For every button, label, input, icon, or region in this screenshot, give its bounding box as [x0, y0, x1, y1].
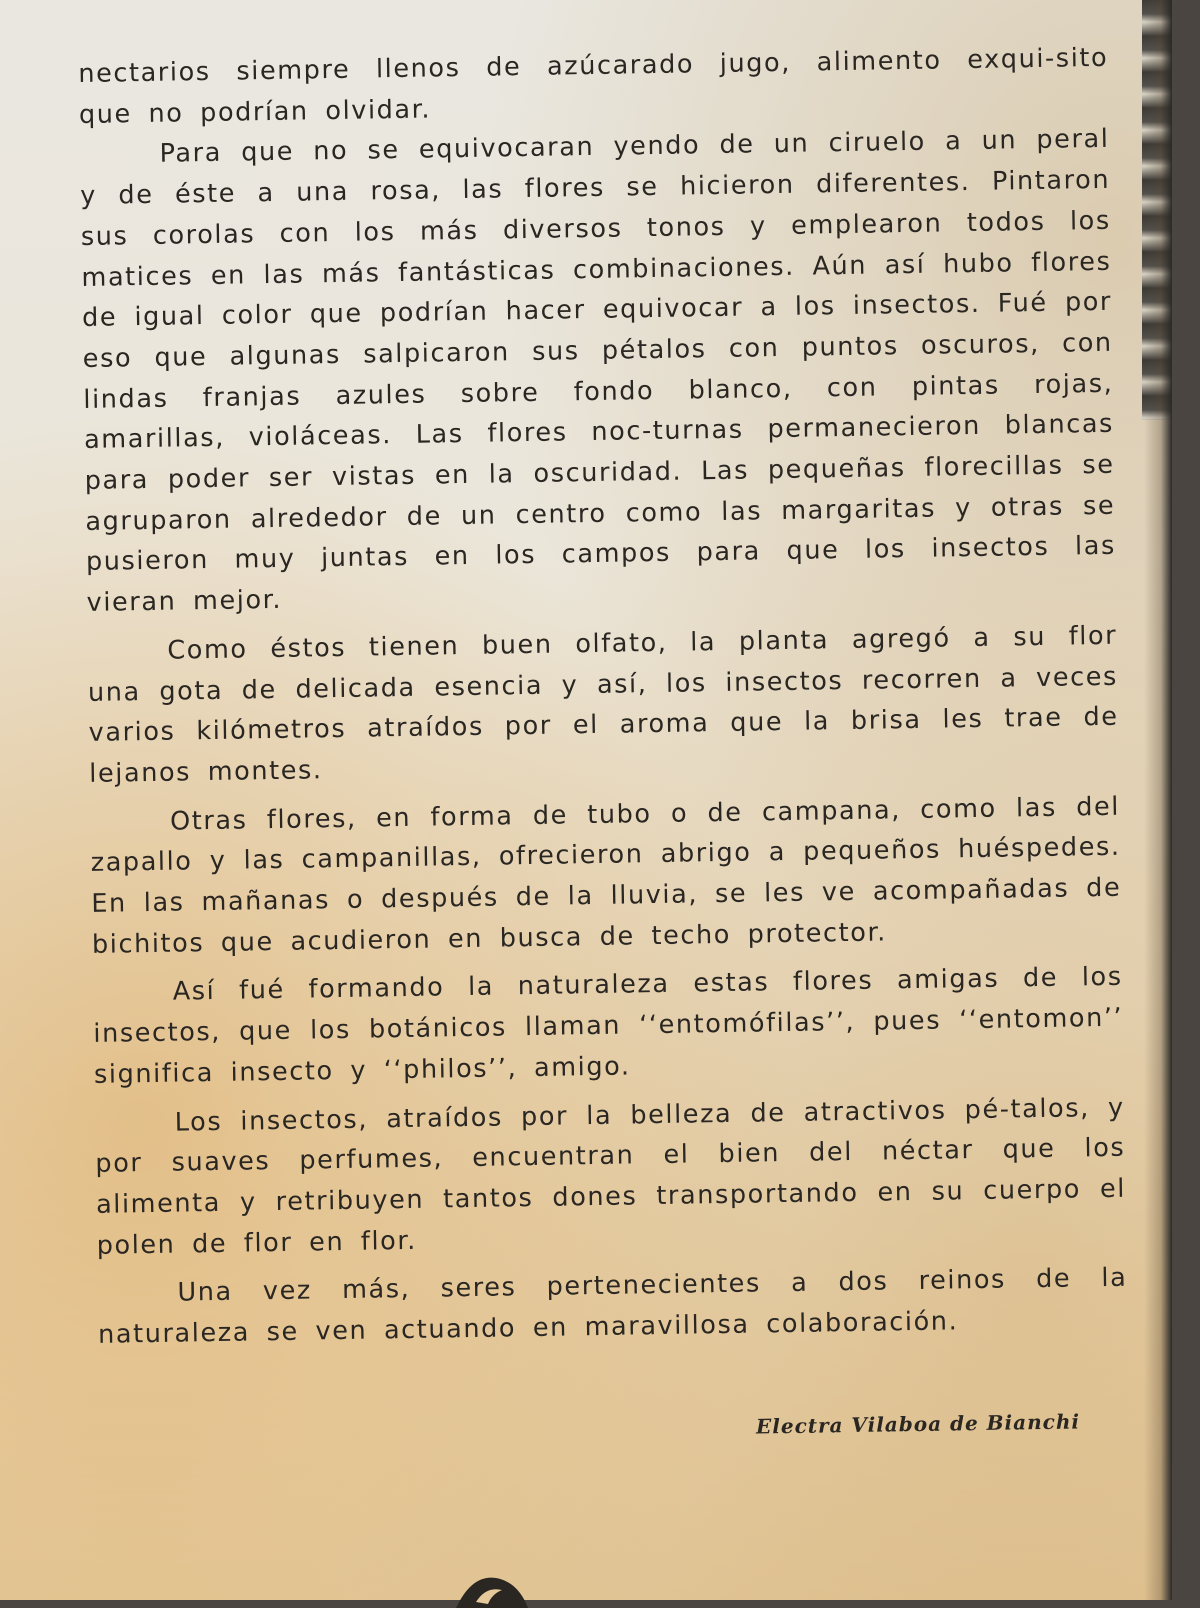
paragraph-2: Para que no se equivocaran yendo de un ciruelo a un peral y de éste a una rosa, las flores se hicieron diferentes. Pintaron sus corolas con los más diversos tonos y emplearon todos los matices en las más fantásticas combinaciones. Aún así hubo flores de igual color que podrían hacer equivocar a los insectos. Fué por eso que algunas salpicaron sus pétalos con puntos oscuros, con lindas franjas azules sobre fondo blanco, con pintas rojas, amarillas, violáceas. Las flores noc-turnas permanecieron blancas para poder ser vistas en la oscuridad. Las pequeñas florecillas se agruparon alrededor de un centro como las margaritas y otras se pusieron muy juntas en los campos para que los insectos las vieran mejor. [79, 124, 1117, 619]
paragraph-1: nectarios siempre llenos de azúcarado jugo, alimento exqui-sito que no podrían olvidar. [78, 42, 1109, 130]
paragraph-3: Como éstos tienen buen olfato, la planta agregó a su flor una gota de delicada esencia y así, los insectos recorren a veces varios kilómetros atraídos por el aroma que la brisa les trae de lejanos montes. [87, 620, 1119, 789]
paragraph-5: Así fué formando la naturaleza estas flores amigas de los insectos, que los botánicos llaman ‘‘entomófilas’’, pues ‘‘entomon’’ significa insecto y ‘‘philos’’, amigo. [93, 962, 1124, 1090]
paragraph-4: Otras flores, en forma de tubo o de campana, como las del zapallo y las campanillas, ofrecieron abrigo a pequeños huéspedes. En las mañanas o después de la lluvia, se les ve acompañadas de bichitos que acudieron en busca de techo protector. [90, 791, 1122, 960]
paragraph-6: Los insectos, atraídos por la belleza de atractivos pé-talos, y por suaves perfumes, encuentran el bien del néctar que los alimenta y retribuyen tantos dones transportando en su cuerpo el polen de flor en flor. [95, 1092, 1127, 1261]
page-edge-shadow [1144, 0, 1172, 1600]
article-body [78, 38, 1128, 1356]
author-signature: Electra Vilaboa de Bianchi [755, 1409, 1081, 1439]
decorative-ornament-icon [452, 1568, 532, 1608]
paragraph-7: Una vez más, seres pertenecientes a dos reinos de la naturaleza se ven actuando en maravillosa colaboración. [97, 1263, 1128, 1350]
